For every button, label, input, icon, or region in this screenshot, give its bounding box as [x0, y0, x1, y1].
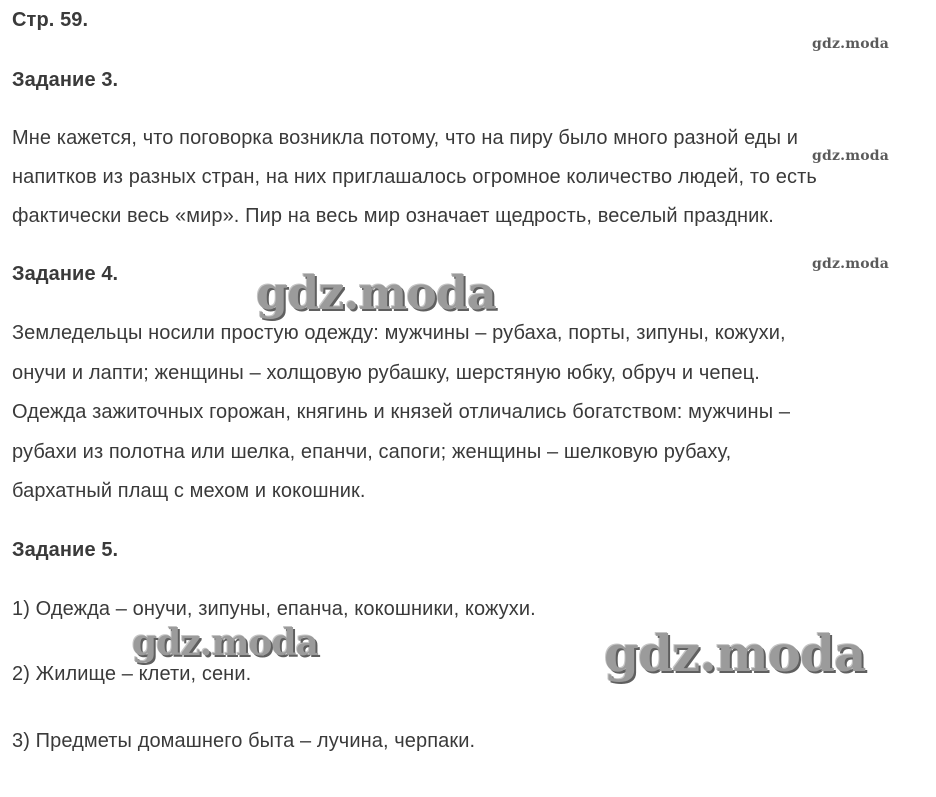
watermark-small: gdz.moda: [812, 148, 890, 164]
task4-line: Земледельцы носили простую одежду: мужчины – рубаха, порты, зипуны, кожухи,: [12, 322, 786, 344]
task5-item: 2) Жилище – клети, сени.: [12, 663, 252, 685]
watermark-small: gdz.moda: [812, 36, 890, 52]
task4-line: онучи и лапти; женщины – холщовую рубашку, шерстяную юбку, обруч и чепец.: [12, 362, 760, 384]
task3-heading: Задание 3.: [12, 69, 119, 91]
watermark-large: gdz.moda: [256, 266, 496, 320]
task3-line: фактически весь «мир». Пир на весь мир означает щедрость, веселый праздник.: [12, 205, 774, 227]
page-reference: Стр. 59.: [12, 9, 89, 31]
task3-line: Мне кажется, что поговорка возникла потому, что на пиру было много разной еды и: [12, 127, 799, 149]
task5-item: 1) Одежда – онучи, зипуны, епанча, кокошники, кожухи.: [12, 598, 536, 620]
task3-line: напитков из разных стран, на них приглашалось огромное количество людей, то есть: [12, 166, 817, 188]
task5-item: 3) Предметы домашнего быта – лучина, черпаки.: [12, 730, 476, 752]
task5-heading: Задание 5.: [12, 539, 119, 561]
task4-heading: Задание 4.: [12, 263, 119, 285]
task4-line: рубахи из полотна или шелка, епанчи, сапоги; женщины – шелковую рубаху,: [12, 441, 732, 463]
watermark-small: gdz.moda: [812, 256, 890, 272]
task4-line: Одежда зажиточных горожан, княгинь и князей отличались богатством: мужчины –: [12, 401, 791, 423]
watermark-large: gdz.moda: [132, 622, 318, 664]
watermark-large: gdz.moda: [604, 624, 866, 683]
task4-line: бархатный плащ с мехом и кокошник.: [12, 480, 366, 502]
